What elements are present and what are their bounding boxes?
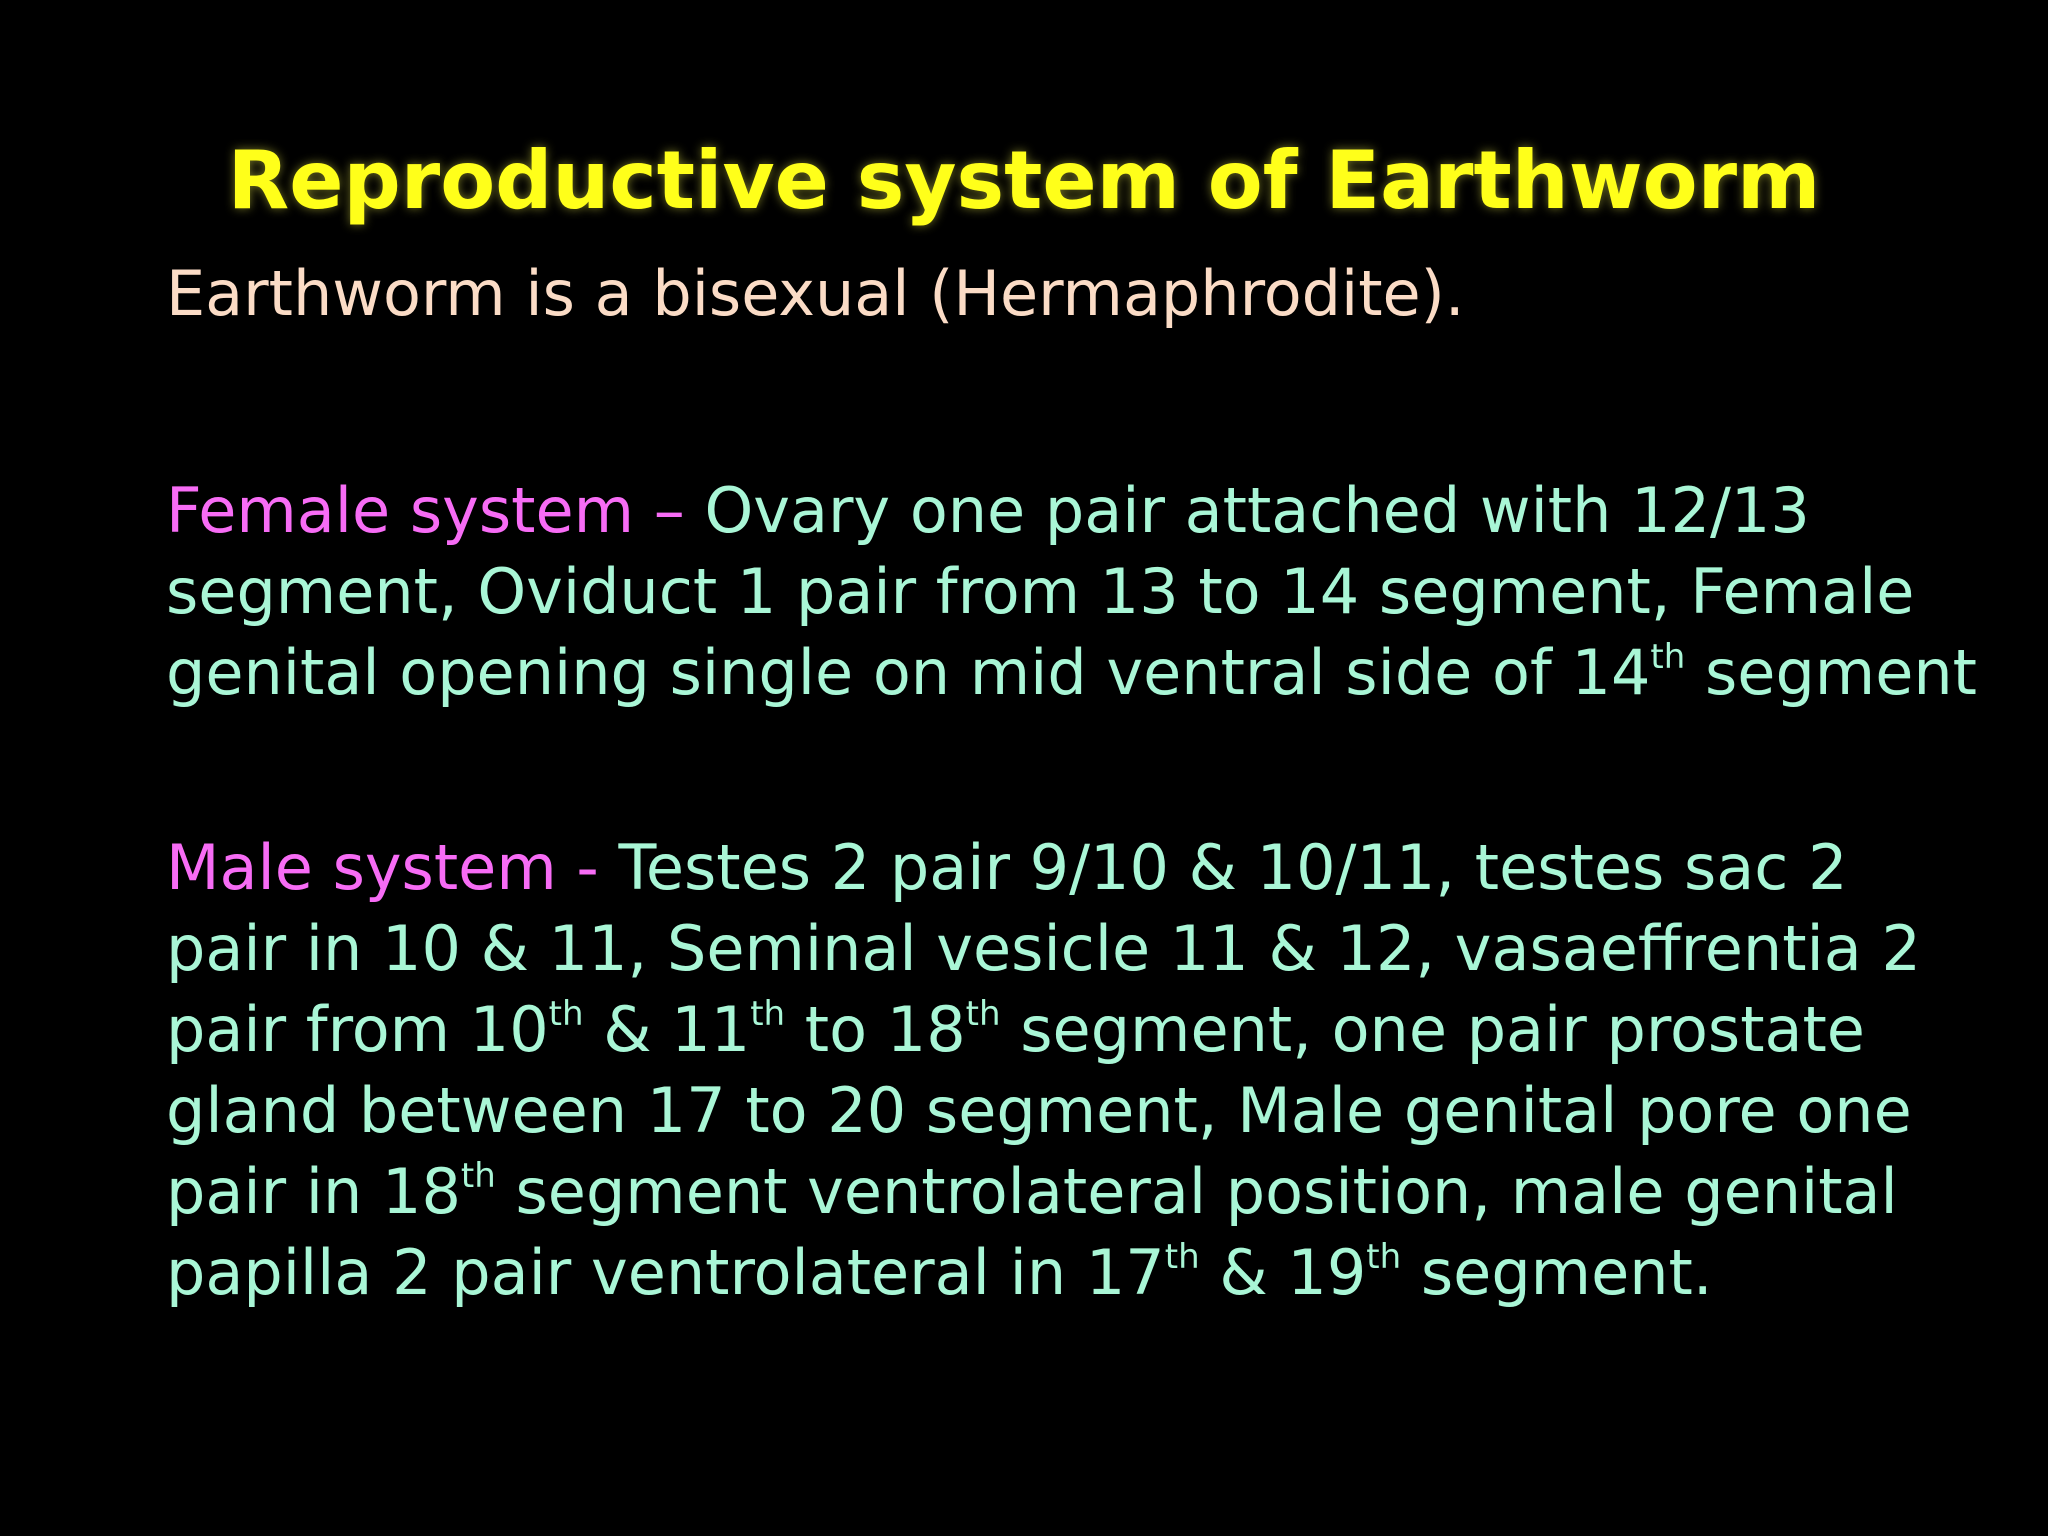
male-line-6	[166, 1232, 2016, 1313]
male-line-2-text: pair in 10 & 11, Seminal vesicle 11 & 12, vasaeffrentia 2	[166, 912, 1921, 985]
male-line-3-text-d: segment, one pair prostate	[1000, 993, 1865, 1066]
female-system-label: Female system –	[166, 474, 705, 547]
male-line-5-text-b: segment ventrolateral position, male genital	[495, 1155, 1898, 1228]
male-line-1-text: Testes 2 pair 9/10 & 10/11, testes sac 2	[618, 831, 1848, 904]
female-line-3-text-end: segment	[1685, 636, 1977, 709]
male-line-6-text-b: & 19	[1199, 1236, 1367, 1309]
male-line-2	[166, 908, 2016, 989]
ordinal-suffix: th	[750, 994, 786, 1034]
male-system-label: Male system -	[166, 831, 619, 904]
ordinal-suffix: th	[1164, 1237, 1200, 1277]
male-line-4-text: gland between 17 to 20 segment, Male genital pore one	[166, 1074, 1912, 1147]
male-line-3-text-c: to 18	[785, 993, 966, 1066]
female-line-1	[166, 470, 2016, 551]
male-system-paragraph	[166, 827, 2016, 1313]
male-line-3-text-a: pair from 10	[166, 993, 549, 1066]
male-line-3	[166, 989, 2016, 1070]
male-line-5	[166, 1151, 2016, 1232]
ordinal-suffix: th	[965, 994, 1001, 1034]
ordinal-suffix: th	[1650, 637, 1686, 677]
slide-title: Reproductive system of Earthworm	[227, 134, 1821, 227]
female-line-3-text: genital opening single on mid ventral side of 14	[166, 636, 1651, 709]
male-line-3-text-b: & 11	[583, 993, 751, 1066]
female-line-2	[166, 551, 2016, 632]
male-line-5-text-a: pair in 18	[166, 1155, 461, 1228]
male-line-4	[166, 1070, 2016, 1151]
male-line-1	[166, 827, 2016, 908]
male-line-6-text-c: segment.	[1401, 1236, 1713, 1309]
ordinal-suffix: th	[1366, 1237, 1402, 1277]
female-line-2-text: segment, Oviduct 1 pair from 13 to 14 segment, Female	[166, 555, 1915, 628]
ordinal-suffix: th	[548, 994, 584, 1034]
female-line-3	[166, 632, 2016, 713]
female-line-1-text: Ovary one pair attached with 12/13	[704, 474, 1810, 547]
male-line-6-text-a: papilla 2 pair ventrolateral in 17	[166, 1236, 1165, 1309]
female-system-paragraph	[166, 470, 2016, 713]
intro-text: Earthworm is a bisexual (Hermaphrodite).	[166, 257, 1465, 330]
ordinal-suffix: th	[460, 1156, 496, 1196]
